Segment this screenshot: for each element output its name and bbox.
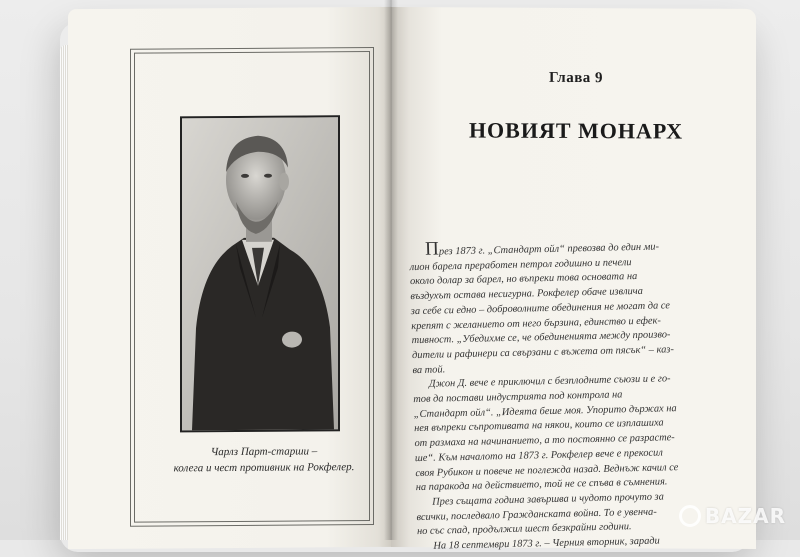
caption-line: Чарлз Парт-старши – <box>210 445 318 459</box>
text-line: „Стандарт ойл“. „Идеята беше моя. Упорито държах на <box>413 402 677 420</box>
text-line: своя Рубикон и повече не поглежда назад. Веднъж качил се <box>415 461 679 479</box>
book-gutter <box>384 0 398 540</box>
left-page <box>68 7 391 549</box>
text-line: лион барела преработен петрол годишно и печели <box>409 256 632 273</box>
text-line: тивност. „Убедихме се, че обединенията между произво- <box>411 329 671 347</box>
text-line: Джон Д. вече е приключил с безплодните съюзи и е го- <box>428 373 671 391</box>
drop-cap: П <box>424 238 440 260</box>
chapter-title: НОВИЯТ МОНАРХ <box>468 117 684 144</box>
bazar-logo-icon <box>679 505 701 527</box>
text-line: всички, последвало Гражданската война. То е увенча- <box>416 506 657 523</box>
text-line: нея въпреки съпротивата на някои, които се изплашиха <box>413 417 664 435</box>
text-line: тов да постави индустрията под контрола на <box>413 389 623 406</box>
text-line: На 18 септември 1873 г. – Черния вторник, заради <box>433 535 660 552</box>
text-line: крепят с желанието от него бързина, единство и ефек- <box>411 314 662 332</box>
caption-line: колега и чест противник на Рокфелер. <box>173 461 355 475</box>
chapter-label: Глава 9 <box>548 69 604 87</box>
portrait-photo <box>180 115 340 432</box>
right-page <box>391 7 756 552</box>
text-line: за себе си едно – доброволните обединения не могат да се <box>410 300 671 317</box>
text-line: дители и рафинери са свързани с въжета от пясък“ – каз- <box>411 344 674 362</box>
text-line: През 1873 г. „Стандарт ойл“ превозва до един ми- <box>424 238 660 260</box>
photo-caption <box>164 443 364 476</box>
text-line: на паракода на действието, той не се спъва в съмнения. <box>415 476 668 494</box>
text-line: около долар за барел, но въпреки това основата на <box>409 271 638 288</box>
watermark <box>679 504 786 528</box>
text-line: ва той. <box>412 363 446 376</box>
text-line: През същата година завършва и чудото прочуто за <box>432 491 664 508</box>
watermark-text: BAZAR <box>704 504 786 528</box>
text-line: от размаха на начинанието, а то постоянно се разрасте- <box>414 432 675 450</box>
text-line: ше“. Към началото на 1873 г. Рокфелер вече е прекосил <box>414 447 663 464</box>
text-line: но със спад, продължил шест безкрайни години. <box>416 521 632 538</box>
text-line: въздухът остава несигурна. Рокфелер обаче извлича <box>410 285 644 303</box>
